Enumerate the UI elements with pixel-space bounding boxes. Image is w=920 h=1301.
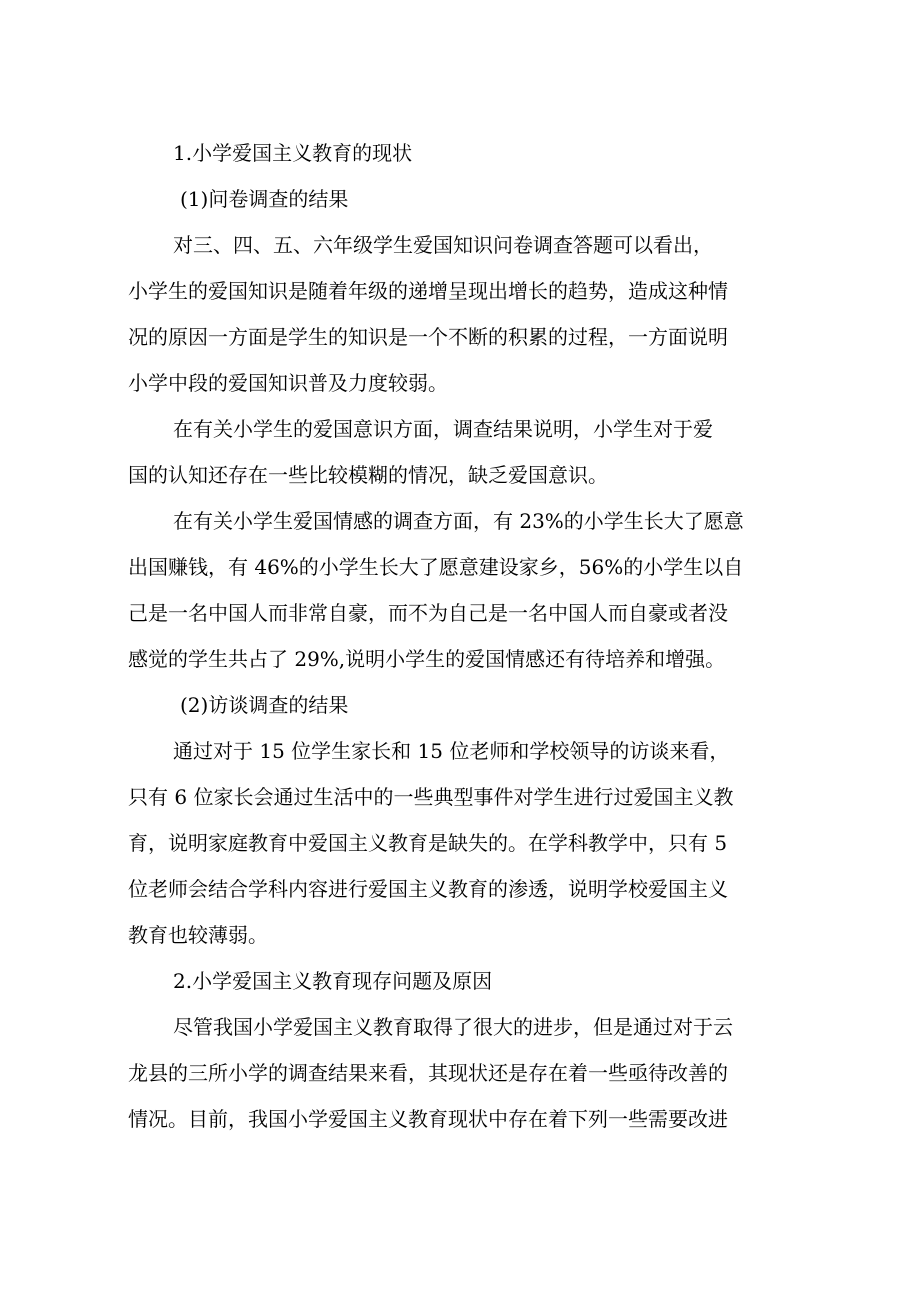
- section-heading-2: 2.小学爱国主义教育现存问题及原因: [173, 969, 493, 993]
- text-line: 在有关小学生的爱国意识方面，调查结果说明，小学生对于爱: [173, 417, 713, 441]
- text-line: 只有 6 位家长会通过生活中的一些典型事件对学生进行过爱国主义教: [128, 785, 734, 809]
- text-line: 尽管我国小学爱国主义教育取得了很大的进步，但是通过对于云: [173, 1015, 733, 1039]
- text-line: 己是一名中国人而非常自豪，而不为自己是一名中国人而自豪或者没: [128, 601, 728, 625]
- text-line: 出国赚钱，有 46%的小学生长大了愿意建设家乡，56%的小学生以自: [128, 555, 744, 579]
- text-line: 在有关小学生爱国情感的调查方面，有 23%的小学生长大了愿意: [173, 509, 744, 533]
- text-line: 国的认知还存在一些比较模糊的情况，缺乏爱国意识。: [128, 463, 608, 487]
- text-line: 龙县的三所小学的调查结果来看，其现状还是存在着一些亟待改善的: [128, 1061, 728, 1085]
- subsection-heading-1: (1)问卷调查的结果: [180, 187, 349, 211]
- text-line: 通过对于 15 位学生家长和 15 位老师和学校领导的访谈来看，: [173, 739, 730, 763]
- text-line: 育，说明家庭教育中爱国主义教育是缺失的。在学科教学中，只有 5: [128, 831, 728, 855]
- subsection-heading-2: (2)访谈调查的结果: [180, 693, 349, 717]
- document-body: [128, 140, 788, 1152]
- text-line: 小学生的爱国知识是随着年级的递增呈现出增长的趋势，造成这种情: [128, 279, 728, 303]
- section-heading-1: 1.小学爱国主义教育的现状: [173, 141, 413, 165]
- text-line: 感觉的学生共占了 29%,说明小学生的爱国情感还有待培养和增强。: [128, 647, 726, 671]
- text-line: 位老师会结合学科内容进行爱国主义教育的渗透，说明学校爱国主义: [128, 877, 728, 901]
- text-line: 情况。目前，我国小学爱国主义教育现状中存在着下列一些需要改进: [128, 1107, 728, 1131]
- text-line: 况的原因一方面是学生的知识是一个不断的积累的过程，一方面说明: [128, 325, 728, 349]
- text-line: 小学中段的爱国知识普及力度较弱。: [128, 371, 448, 395]
- text-line: 教育也较薄弱。: [128, 923, 268, 947]
- text-line: 对三、四、五、六年级学生爱国知识问卷调查答题可以看出，: [173, 233, 713, 257]
